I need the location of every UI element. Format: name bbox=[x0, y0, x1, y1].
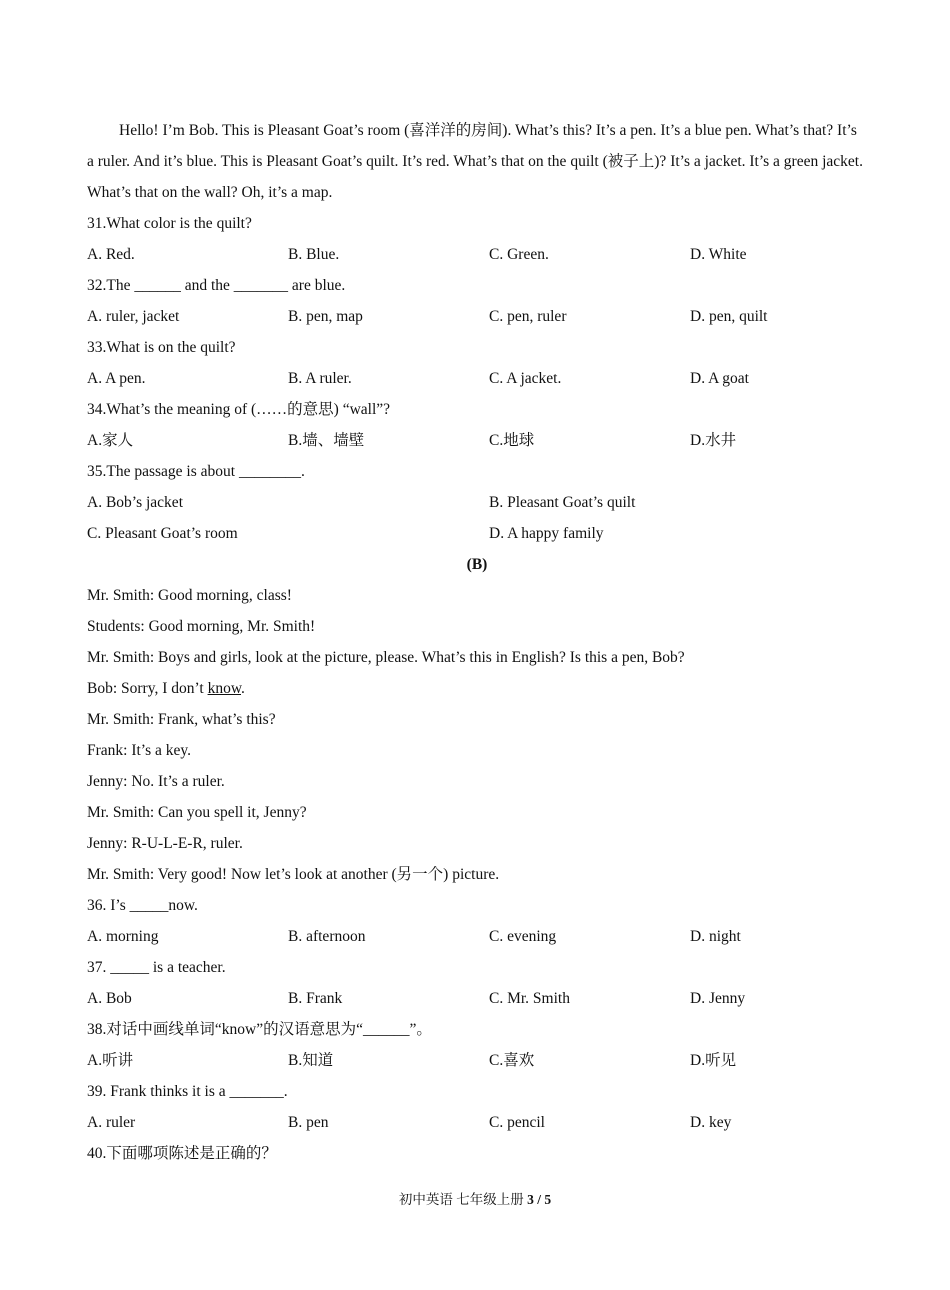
dialogue-line: Students: Good morning, Mr. Smith! bbox=[87, 618, 316, 635]
option-b: B. pen, map bbox=[288, 308, 363, 325]
option-c: C. Green. bbox=[489, 246, 549, 263]
question-31: 31.What color is the quilt? bbox=[87, 215, 252, 232]
option-a: A. ruler bbox=[87, 1114, 136, 1131]
question-38-options bbox=[87, 1045, 867, 1076]
question-40: 40.下面哪项陈述是正确的？ bbox=[87, 1145, 277, 1162]
option-b: B.墙、墙壁 bbox=[288, 432, 365, 449]
dialogue-line: Mr. Smith: Boys and girls, look at the picture, please. What’s this in English? Is this a pen, Bob? bbox=[87, 649, 685, 666]
page-footer bbox=[0, 1188, 950, 1208]
dialogue-line: Frank: It’s a key. bbox=[87, 742, 192, 759]
option-b: B. Pleasant Goat’s quilt bbox=[489, 494, 636, 511]
dialogue-line: Mr. Smith: Good morning, class! bbox=[87, 587, 292, 604]
option-b: B. pen bbox=[288, 1114, 329, 1131]
option-b: B. Frank bbox=[288, 990, 343, 1007]
exam-content bbox=[87, 115, 867, 1169]
section-b-heading: (B) bbox=[466, 556, 488, 573]
option-c: C. pen, ruler bbox=[489, 308, 567, 325]
option-b: B. A ruler. bbox=[288, 370, 352, 387]
question-39-options bbox=[87, 1107, 867, 1138]
option-a: A.听讲 bbox=[87, 1052, 134, 1069]
dialogue-line: Mr. Smith: Can you spell it, Jenny? bbox=[87, 804, 307, 821]
option-d: D.听见 bbox=[690, 1052, 737, 1069]
question-36-options bbox=[87, 921, 867, 952]
dialogue-text: Bob: Sorry, I don’t bbox=[87, 680, 208, 697]
option-c: C. A jacket. bbox=[489, 370, 562, 387]
underlined-word: know bbox=[207, 680, 241, 697]
option-d: D. key bbox=[690, 1114, 732, 1131]
option-a: A. Bob bbox=[87, 990, 132, 1007]
question-35: 35.The passage is about ________. bbox=[87, 463, 305, 480]
question-33-options bbox=[87, 363, 867, 394]
option-c: C.地球 bbox=[489, 432, 535, 449]
question-33: 33.What is on the quilt? bbox=[87, 339, 236, 356]
dialogue-line: Jenny: R-U-L-E-R, ruler. bbox=[87, 835, 243, 852]
dialogue-line: Jenny: No. It’s a ruler. bbox=[87, 773, 225, 790]
option-b: B. Blue. bbox=[288, 246, 340, 263]
option-d: D. pen, quilt bbox=[690, 308, 768, 325]
option-a: A.家人 bbox=[87, 432, 134, 449]
option-d: D. White bbox=[690, 246, 747, 263]
question-37: 37. _____ is a teacher. bbox=[87, 959, 226, 976]
option-c: C. Mr. Smith bbox=[489, 990, 570, 1007]
option-d: D. night bbox=[690, 928, 741, 945]
option-a: A. A pen. bbox=[87, 370, 146, 387]
option-d: D.水井 bbox=[690, 432, 737, 449]
question-39: 39. Frank thinks it is a _______. bbox=[87, 1083, 288, 1100]
option-a: A. ruler, jacket bbox=[87, 308, 180, 325]
option-a: A. morning bbox=[87, 928, 159, 945]
dialogue-line bbox=[87, 673, 867, 704]
question-32: 32.The ______ and the _______ are blue. bbox=[87, 277, 346, 294]
option-d: D. A goat bbox=[690, 370, 749, 387]
question-35-options-row2 bbox=[87, 518, 867, 549]
option-c: C. pencil bbox=[489, 1114, 545, 1131]
dialogue-line: Mr. Smith: Very good! Now let’s look at another (另一个) picture. bbox=[87, 866, 500, 883]
option-a: A. Bob’s jacket bbox=[87, 494, 183, 511]
option-b: B. afternoon bbox=[288, 928, 366, 945]
question-37-options bbox=[87, 983, 867, 1014]
option-d: D. Jenny bbox=[690, 990, 746, 1007]
option-d: D. A happy family bbox=[489, 525, 604, 542]
question-31-options bbox=[87, 239, 867, 270]
question-32-options bbox=[87, 301, 867, 332]
question-35-options-row1 bbox=[87, 487, 867, 518]
question-38: 38.对话中画线单词“know”的汉语意思为“______”。 bbox=[87, 1021, 432, 1038]
passage-a: Hello! I’m Bob. This is Pleasant Goat’s room (喜洋洋的房间). What’s this? It’s a pen. It’s a blue pen. What’s that? It’s a ruler. And it’s blue. This is Pleasant Goat’s quilt. It’s red. What’s that on the quilt (被子上)? It’s a jacket. It’s a green jacket. What’s that on the wall? Oh, it’s a map. bbox=[87, 122, 863, 201]
dialogue-line: Mr. Smith: Frank, what’s this? bbox=[87, 711, 276, 728]
dialogue-text: . bbox=[241, 680, 245, 697]
footer-label: 初中英语 七年级上册 bbox=[398, 1192, 528, 1207]
page-number: 3 / 5 bbox=[527, 1192, 552, 1207]
question-36: 36. I’s _____now. bbox=[87, 897, 198, 914]
option-c: C.喜欢 bbox=[489, 1052, 535, 1069]
option-c: C. evening bbox=[489, 928, 557, 945]
question-34: 34.What’s the meaning of (……的意思) “wall”? bbox=[87, 401, 391, 418]
option-a: A. Red. bbox=[87, 246, 135, 263]
option-b: B.知道 bbox=[288, 1052, 334, 1069]
question-34-options bbox=[87, 425, 867, 456]
option-c: C. Pleasant Goat’s room bbox=[87, 525, 238, 542]
